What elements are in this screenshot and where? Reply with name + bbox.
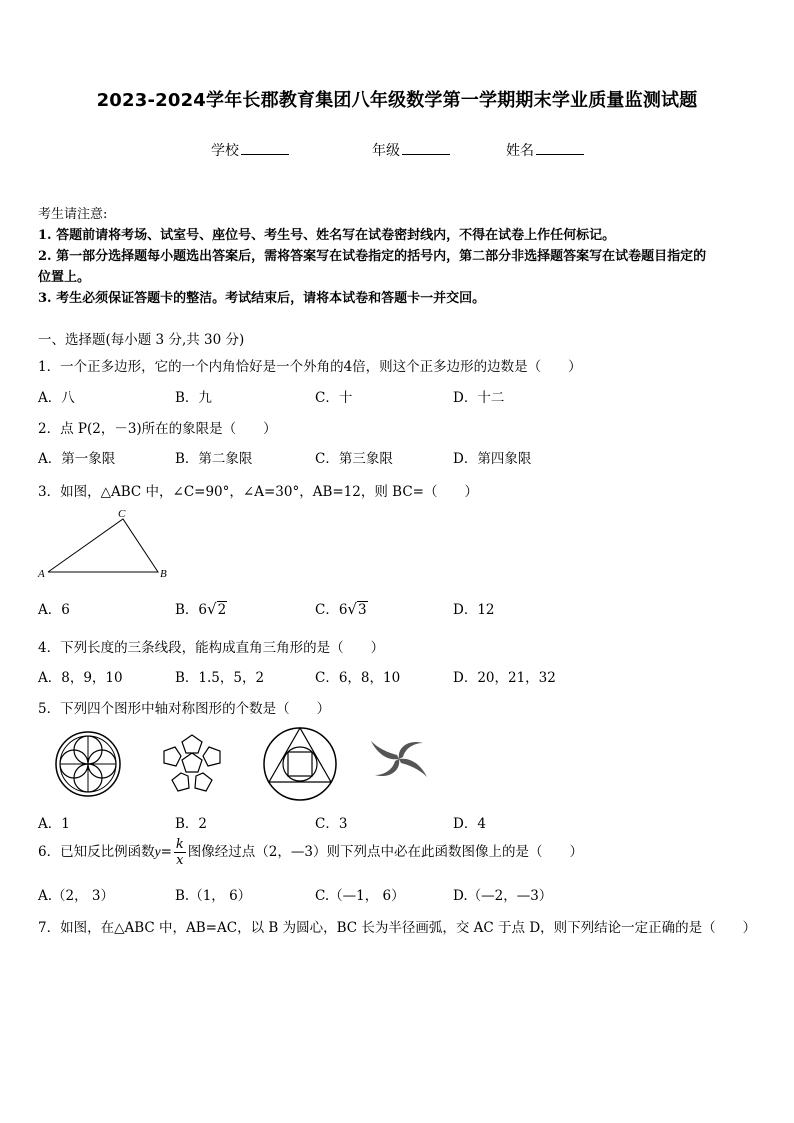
- petal-circle-figure: [54, 730, 122, 798]
- q4-option-c: C．6，8，10: [315, 670, 401, 686]
- k-over-x-fraction: $\frac{k}{x}$: [175, 837, 184, 868]
- q2-option-c: C．第三象限: [315, 451, 393, 467]
- q4-option-a: A．8，9，10: [38, 670, 123, 686]
- q6-option-c: C.（—1， 6）: [315, 888, 405, 904]
- q3-option-d: D．12: [453, 602, 495, 618]
- name-label: 姓名: [506, 143, 534, 159]
- name-blank: [536, 140, 584, 155]
- q1-option-b: B．九: [175, 390, 212, 406]
- grade-field: [372, 140, 450, 160]
- q4-option-b: B．1.5，5，2: [175, 670, 265, 686]
- q5-option-b: B．2: [175, 816, 208, 832]
- q3-option-c: C．6√3: [315, 600, 367, 618]
- school-label: 学校: [211, 143, 239, 159]
- q6-option-b: B.（1， 6）: [175, 888, 252, 904]
- question-1: 1．一个正多边形，它的一个内角恰好是一个外角的4倍，则这个正多边形的边数是（ ）: [38, 359, 582, 375]
- q6-option-a: A.（2， 3）: [38, 888, 115, 904]
- q1-option-d: D．十二: [453, 390, 505, 406]
- question-6: 6．已知反比例函数y= $\frac{k}{x}$ 图像经过点（2，—3）则下列点中必在此函数图像上的是（ ）: [38, 837, 583, 868]
- school-field: [211, 140, 289, 160]
- notes-heading: 考生请注意:: [38, 207, 108, 222]
- label-b: B: [160, 568, 167, 580]
- question-5: 5．下列四个图形中轴对称图形的个数是（ ）: [38, 701, 331, 717]
- question-3: 3．如图，△ABC 中，∠C=90°，∠A=30°，AB=12，则 BC=（ ）: [38, 484, 478, 500]
- school-blank: [241, 140, 289, 155]
- q3-option-b: B．6√2: [175, 600, 227, 618]
- q2-option-b: B．第二象限: [175, 451, 253, 467]
- q5-option-a: A．1: [38, 816, 70, 832]
- q5-option-d: D．4: [453, 816, 486, 832]
- label-a: A: [38, 568, 45, 580]
- q6-option-d: D.（—2，—3）: [453, 888, 553, 904]
- question-2: 2．点 P(2，－3)所在的象限是（ ）: [38, 421, 277, 437]
- page-title: 2023-2024学年长郡教育集团八年级数学第一学期期末学业质量监测试题: [96, 90, 698, 111]
- grade-label: 年级: [372, 143, 400, 159]
- q4-option-d: D．20，21，32: [453, 670, 556, 686]
- q3-option-a: A．6: [38, 602, 70, 618]
- pentagon-flower-figure: [158, 733, 226, 795]
- q1-option-c: C．十: [315, 390, 353, 406]
- q1-option-a: A．八: [38, 390, 75, 406]
- grade-blank: [402, 140, 450, 155]
- swirl-figure: [363, 733, 435, 785]
- note-2-cont: 位置上。: [38, 270, 91, 285]
- question-7: 7．如图，在△ABC 中，AB=AC，以 B 为圆心，BC 长为半径画弧，交 AC 于点 D，则下列结论一定正确的是（ ）: [38, 920, 757, 936]
- q5-option-c: C．3: [315, 816, 348, 832]
- note-2: 2. 第一部分选择题每小题选出答案后，需将答案写在试卷指定的括号内，第二部分非选择题答案写在试卷题目指定的: [38, 249, 707, 264]
- name-field: [506, 140, 584, 160]
- section-heading: 一、选择题(每小题 3 分,共 30 分): [38, 332, 245, 348]
- circle-triangle-square-figure: [262, 726, 338, 802]
- triangle-abc-figure: [36, 506, 176, 582]
- label-c: C: [118, 508, 126, 520]
- q2-option-d: D．第四象限: [453, 451, 532, 467]
- q2-option-a: A．第一象限: [38, 451, 116, 467]
- note-1: 1. 答题前请将考场、试室号、座位号、考生号、姓名写在试卷密封线内，不得在试卷上作任何标记。: [38, 228, 616, 243]
- question-4: 4．下列长度的三条线段，能构成直角三角形的是（ ）: [38, 640, 385, 656]
- note-3: 3. 考生必须保证答题卡的整洁。考试结束后，请将本试卷和答题卡一并交回。: [38, 291, 486, 306]
